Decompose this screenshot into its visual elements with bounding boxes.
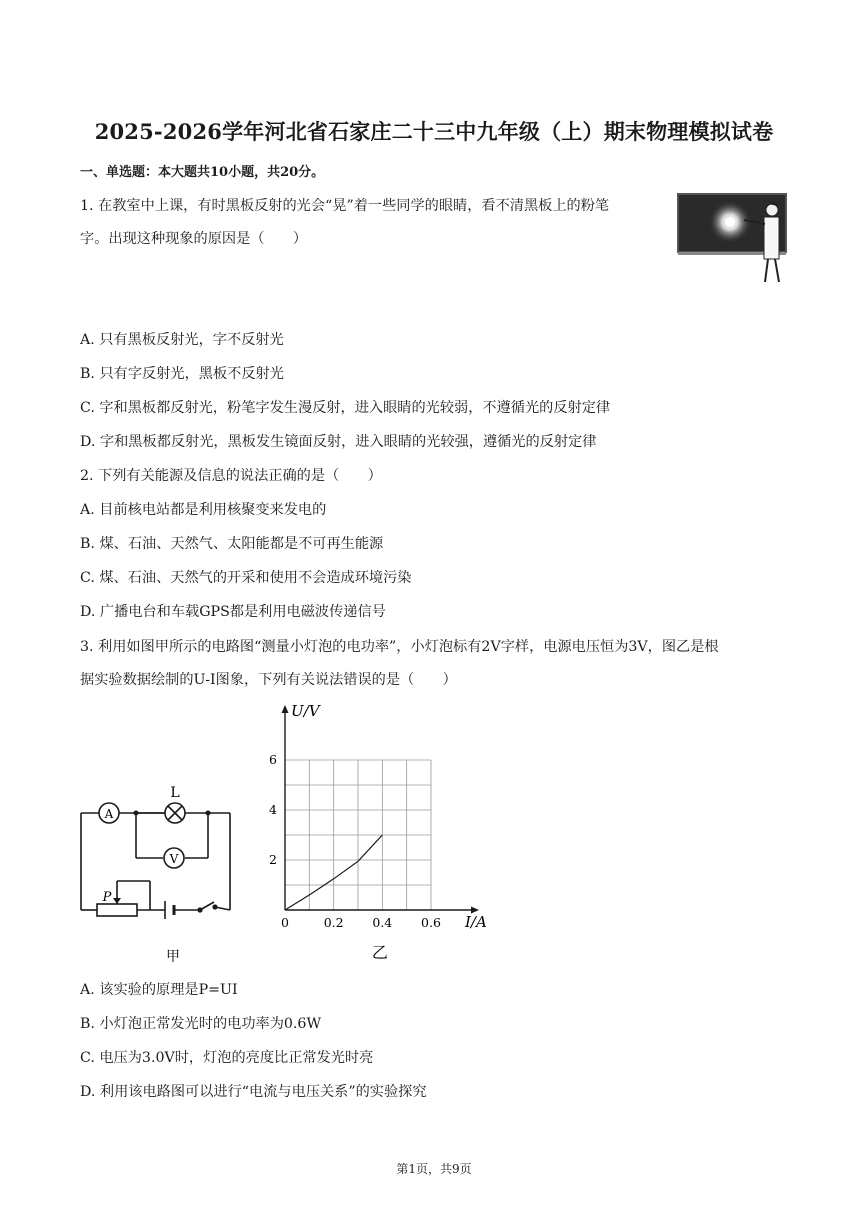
chart-y-axis-label: U/V [291, 702, 320, 720]
ammeter-label: A [104, 807, 114, 821]
q3-option-d: D. 利用该电路图可以进行“电流与电压关系”的实验探究 [80, 1084, 427, 1100]
y-tick-label: 6 [269, 752, 277, 767]
q2-stem: 2. 下列有关能源及信息的说法正确的是（ ） [80, 468, 382, 484]
q3-option-b: B. 小灯泡正常发光时的电功率为0.6W [80, 1016, 322, 1032]
chart-axes [282, 705, 480, 914]
q2-option-c: C. 煤、石油、天然气的开采和使用不会造成环境污染 [80, 570, 412, 586]
circuit-caption: 甲 [166, 949, 180, 965]
q1-option-c: C. 字和黑板都反射光，粉笔字发生漫反射，进入眼睛的光较弱，不遵循光的反射定律 [80, 400, 611, 416]
q1-stem-line2: 字。出现这种现象的原因是（ ） [80, 231, 308, 247]
blackboard-teacher-figure [676, 190, 792, 286]
y-tick-label: 2 [269, 852, 277, 867]
q3-stem-line1: 3. 利用如图甲所示的电路图“测量小灯泡的电功率”，小灯泡标有2V字样，电源电压恒为3V，图乙是根 [80, 639, 719, 655]
y-axis-arrow [282, 705, 289, 713]
voltmeter-label: V [169, 852, 179, 866]
q1-stem-line1: 1. 在教室中上课，有时黑板反射的光会“晃”着一些同学的眼睛，看不清黑板上的粉笔 [80, 198, 610, 214]
q3-option-c: C. 电压为3.0V时，灯泡的亮度比正常发光时亮 [80, 1050, 374, 1066]
x-tick-label: 0 [281, 915, 289, 930]
q2-option-a: A. 目前核电站都是利用核聚变来发电的 [80, 502, 327, 518]
q1-option-b: B. 只有字反射光，黑板不反射光 [80, 366, 284, 382]
q1-option-d: D. 字和黑板都反射光，黑板发生镜面反射，进入眼睛的光较强，遵循光的反射定律 [80, 434, 597, 450]
x-tick-label: 0.2 [323, 915, 344, 930]
section-heading: 一、单选题：本大题共10小题，共20分。 [80, 165, 325, 180]
page-footer: 第1页，共9页 [396, 1162, 472, 1176]
rheostat-label: P [102, 890, 112, 905]
chart-caption: 乙 [371, 943, 388, 962]
ui-chart [260, 695, 510, 970]
q3-stem-line2: 据实验数据绘制的U-I图象，下列有关说法错误的是（ ） [80, 672, 457, 688]
exam-title: 2025-2026学年河北省石家庄二十三中九年级（上）期末物理模拟试卷 [94, 119, 774, 144]
q2-option-d: D. 广播电台和车载GPS都是利用电磁波传递信号 [80, 604, 386, 620]
q1-option-a: A. 只有黑板反射光，字不反射光 [80, 332, 284, 348]
circuit-diagram [70, 775, 250, 975]
x-tick-label: 0.6 [421, 915, 441, 930]
x-tick-label: 0.4 [372, 915, 393, 930]
y-tick-label: 4 [269, 802, 277, 817]
q2-option-b: B. 煤、石油、天然气、太阳能都是不可再生能源 [80, 536, 384, 552]
chart-x-axis-label: I/A [465, 913, 487, 931]
q3-option-a: A. 该实验的原理是P=UI [80, 982, 238, 998]
lamp-label: L [170, 785, 180, 801]
chart-grid [285, 760, 431, 910]
